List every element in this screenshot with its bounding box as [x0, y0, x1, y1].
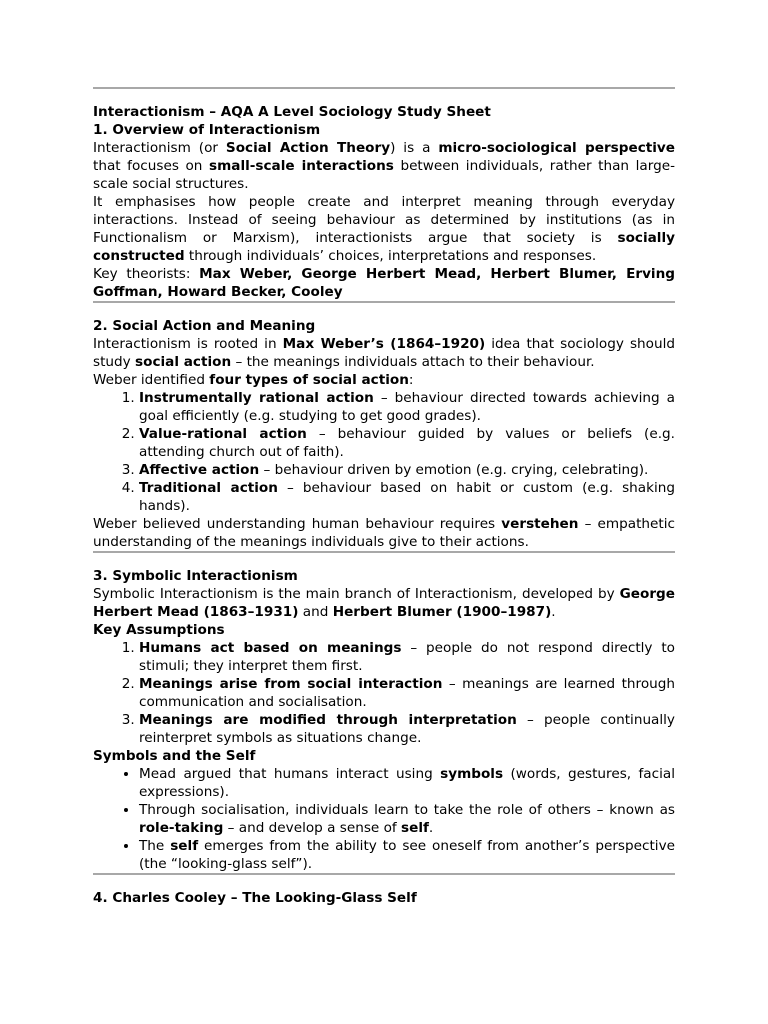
paragraph: Weber believed understanding human behaviour requires verstehen – empathetic understanding of the meanings individuals give to their actions.: [93, 516, 675, 550]
paragraph: Symbolic Interactionism is the main branch of Interactionism, developed by George Herbert Mead (1863–1931) and Herbert Blumer (1900–1987).: [93, 586, 675, 620]
subheading: Symbols and the Self: [93, 748, 256, 764]
section-heading: 3. Symbolic Interactionism: [93, 568, 298, 584]
paragraph: It emphasises how people create and interpret meaning through everyday interactions. Instead of seeing behaviour as determined by institutions (as in Functionalism or Marxism), interactionists argue that society is socially constructed through individuals’ choices, interpretations and responses.: [93, 194, 675, 264]
section-overview: [93, 103, 675, 301]
numbered-list: [93, 389, 675, 515]
section-looking-glass-self: [93, 889, 675, 907]
list-item: 3. Affective action – behaviour driven by emotion (e.g. crying, celebrating).: [139, 461, 675, 479]
section-divider: [93, 873, 675, 875]
list-item: • Through socialisation, individuals learn to take the role of others – known as role-taking – and develop a sense of self.: [139, 801, 675, 837]
section-divider: [93, 551, 675, 553]
section-symbolic-interactionism: [93, 567, 675, 873]
top-divider: [93, 87, 675, 89]
list-item: 4. Traditional action – behaviour based on habit or custom (e.g. shaking hands).: [139, 479, 675, 515]
paragraph: Weber identified four types of social action:: [93, 372, 414, 388]
list-item: • Mead argued that humans interact using symbols (words, gestures, facial expressions).: [139, 765, 675, 801]
section-heading: 4. Charles Cooley – The Looking-Glass Self: [93, 890, 417, 906]
bullet-list: [93, 765, 675, 873]
list-item: 2. Meanings arise from social interaction – meanings are learned through communication and socialisation.: [139, 675, 675, 711]
document-title: Interactionism – AQA A Level Sociology Study Sheet: [93, 104, 491, 120]
section-heading: 2. Social Action and Meaning: [93, 318, 316, 334]
paragraph: Interactionism (or Social Action Theory) is a micro-sociological perspective that focuses on small-scale interactions between individuals, rather than large-scale social structures.: [93, 140, 675, 192]
paragraph: Interactionism is rooted in Max Weber’s (1864–1920) idea that sociology should study social action – the meanings individuals attach to their behaviour.: [93, 336, 675, 370]
subheading: Key Assumptions: [93, 622, 225, 638]
document-page: [93, 87, 675, 907]
list-item: 2. Value-rational action – behaviour guided by values or beliefs (e.g. attending church out of faith).: [139, 425, 675, 461]
section-heading: 1. Overview of Interactionism: [93, 122, 321, 138]
list-item: 1. Humans act based on meanings – people do not respond directly to stimuli; they interpret them first.: [139, 639, 675, 675]
numbered-list: [93, 639, 675, 747]
section-social-action: [93, 317, 675, 551]
key-theorists: Key theorists: Max Weber, George Herbert Mead, Herbert Blumer, Erving Goffman, Howard Becker, Cooley: [93, 266, 675, 300]
list-item: 3. Meanings are modified through interpretation – people continually reinterpret symbols as situations change.: [139, 711, 675, 747]
section-divider: [93, 301, 675, 303]
list-item: • The self emerges from the ability to see oneself from another’s perspective (the “looking-glass self”).: [139, 837, 675, 873]
list-item: 1. Instrumentally rational action – behaviour directed towards achieving a goal efficiently (e.g. studying to get good grades).: [139, 389, 675, 425]
